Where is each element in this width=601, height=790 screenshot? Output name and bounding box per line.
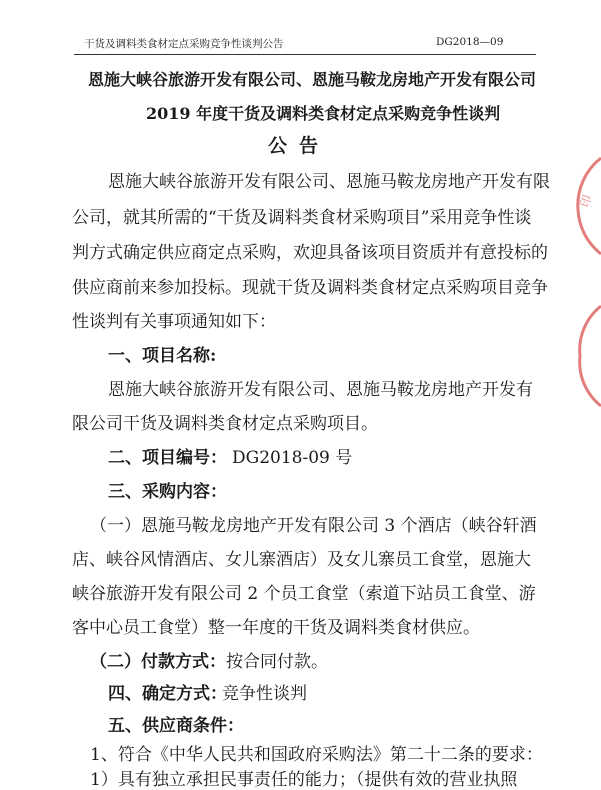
content-line-4: 客中心员工食堂）整一年度的干货及调料类食材供应。: [72, 618, 480, 638]
paragraph-line-4: 供应商前来参加投标。现就干货及调料类食材定点采购项目竞争: [72, 278, 548, 298]
section-heading-project-number: 二、项目编号：: [108, 448, 227, 468]
official-seal-edge-bottom: [566, 300, 601, 410]
content-line-3: 峡谷旅游开发有限公司 2 个员工食堂（索道下站员工食堂、游: [72, 584, 536, 604]
supplier-condition-line-1: 1、符合《中华人民共和国政府采购法》第二十二条的要求：: [90, 745, 543, 765]
header-rule: [74, 54, 536, 55]
section-heading-supplier-conditions: 五、供应商条件：: [108, 716, 244, 736]
section-heading-method: 四、确定方式：: [108, 684, 227, 704]
paragraph-line-2: 公司，就其所需的“干货及调料类食材采购项目”采用竞争性谈: [72, 208, 532, 228]
payment-heading: （二）付款方式：: [90, 652, 226, 672]
doc-org-line: 恩施大峡谷旅游开发有限公司、恩施马鞍龙房地产开发有限公司: [88, 70, 537, 89]
doc-announcement-heading: 公告: [268, 135, 331, 157]
project-name-line-1: 恩施大峡谷旅游开发有限公司、恩施马鞍龙房地产开发有: [108, 380, 533, 400]
paragraph-line-3: 判方式确定供应商定点采购，欢迎具备该项目资质并有意投标的: [72, 243, 548, 263]
section-heading-procurement-content: 三、采购内容：: [108, 482, 227, 502]
supplier-condition-line-2: 1）具有独立承担民事责任的能力；（提供有效的营业执照: [90, 770, 518, 790]
content-line-2: 店、峡谷风情酒店、女儿寨酒店）及女儿寨员工食堂，恩施大: [72, 550, 531, 570]
paragraph-line-1: 恩施大峡谷旅游开发有限公司、恩施马鞍龙房地产开发有限: [108, 172, 550, 192]
official-seal-edge-top: [560, 150, 601, 260]
project-name-line-2: 限公司干货及调料类食材定点采购项目。: [72, 414, 378, 434]
project-number-value: DG2018-09 号: [232, 448, 353, 468]
method-value: 竞争性谈判: [222, 684, 307, 704]
content-line-1: （一）恩施马鞍龙房地产开发有限公司 3 个酒店（峡谷轩酒: [90, 516, 537, 536]
running-header-title: 干货及调料类食材定点采购竞争性谈判公告: [84, 38, 284, 50]
paragraph-line-5: 性谈判有关事项通知如下：: [72, 312, 276, 332]
doc-title-line: 2019 年度干货及调料类食材定点采购竞争性谈判: [146, 104, 501, 123]
running-header-code: DG2018—09: [436, 36, 504, 48]
payment-value: 按合同付款。: [226, 652, 328, 672]
svg-text:印: 印: [577, 193, 595, 209]
section-heading-project-name: 一、项目名称:: [108, 346, 217, 366]
